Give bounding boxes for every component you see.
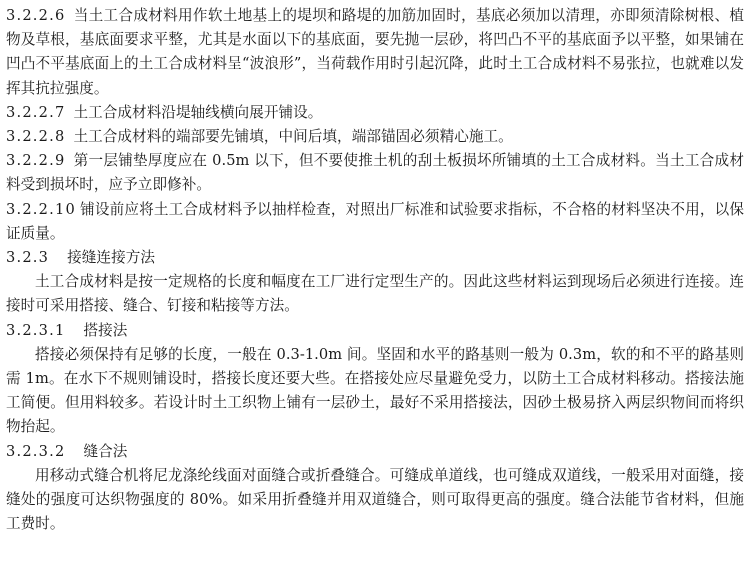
clause-text: 铺设前应将土工合成材料予以抽样检查，对照出厂标准和试验要求指标，不合格的材料坚决不用，以保证质量。	[6, 200, 744, 242]
section-heading-3-2-3-2	[6, 440, 744, 464]
section-heading-3-2-3-1	[6, 319, 744, 343]
clause-text: 土工合成材料的端部要先铺填，中间后填，端部锚固必须精心施工。	[73, 128, 513, 146]
clause-number: 3.2.2.9	[6, 152, 66, 170]
section-number: 3.2.3	[6, 249, 50, 267]
clause-3-2-2-9	[6, 149, 744, 197]
clause-text: 第一层铺垫厚度应在 0.5m 以下，但不要使推土机的刮土板损坏所铺填的土工合成材料。当土工合成材料受到损坏时，应予立即修补。	[6, 152, 744, 194]
clause-3-2-2-8	[6, 125, 744, 149]
body-paragraph: 土工合成材料是按一定规格的长度和幅度在工厂进行定型生产的。因此这些材料运到现场后必须进行连接。连接时可采用搭接、缝合、钉接和粘接等方法。	[6, 273, 744, 315]
clause-number: 3.2.2.8	[6, 128, 66, 146]
clause-number: 3.2.2.7	[6, 103, 66, 121]
section-heading-3-2-3	[6, 246, 744, 270]
clause-text: 当土工合成材料用作软土地基上的堤坝和路堤的加筋加固时，基底必须加以清理，亦即须清除树根、植物及草根，基底面要求平整，尤其是水面以下的基底面，要先抛一层砂，将凹凸不平的基底面予以平整，如果铺在凹凸不平基底面上的土工合成材料呈“波浪形”，当荷载作用时引起沉降，此时土工合成材料不易张拉，也就难以发挥其抗拉强度。	[6, 7, 744, 97]
section-number: 3.2.3.2	[6, 442, 66, 460]
section-number: 3.2.3.1	[6, 321, 66, 339]
body-paragraph: 用移动式缝合机将尼龙涤纶线面对面缝合或折叠缝合。可缝成单道线，也可缝成双道线，一般采用对面缝，接缝处的强度可达织物强度的 80%。如采用折叠缝并用双道缝合，则可取得更高的强度。缝合法能节省材料，但施工费时。	[6, 466, 744, 533]
clause-text: 土工合成材料沿堤轴线横向展开铺设。	[73, 103, 323, 121]
clause-3-2-2-10	[6, 198, 744, 246]
section-title: 搭接法	[83, 321, 128, 339]
document-body	[6, 4, 744, 536]
section-title: 接缝连接方法	[67, 249, 156, 267]
section-title: 缝合法	[83, 442, 128, 460]
clause-3-2-2-6	[6, 4, 744, 101]
clause-number: 3.2.2.10	[6, 200, 76, 218]
body-paragraph: 搭接必须保持有足够的长度，一般在 0.3-1.0m 间。坚固和水平的路基则一般为 0.3m，软的和不平的路基则需 1m。在水下不规则铺设时，搭接长度还要大些。在搭接处应尽量避免受力，以防土工合成材料移动。搭接法施工简便。但用料较多。若设计时土工织物上铺有一层砂土，最好不采用搭接法，因砂土极易挤入两层织物间而将织物抬起。	[6, 345, 744, 436]
clause-number: 3.2.2.6	[6, 7, 66, 24]
clause-3-2-2-7	[6, 101, 744, 125]
